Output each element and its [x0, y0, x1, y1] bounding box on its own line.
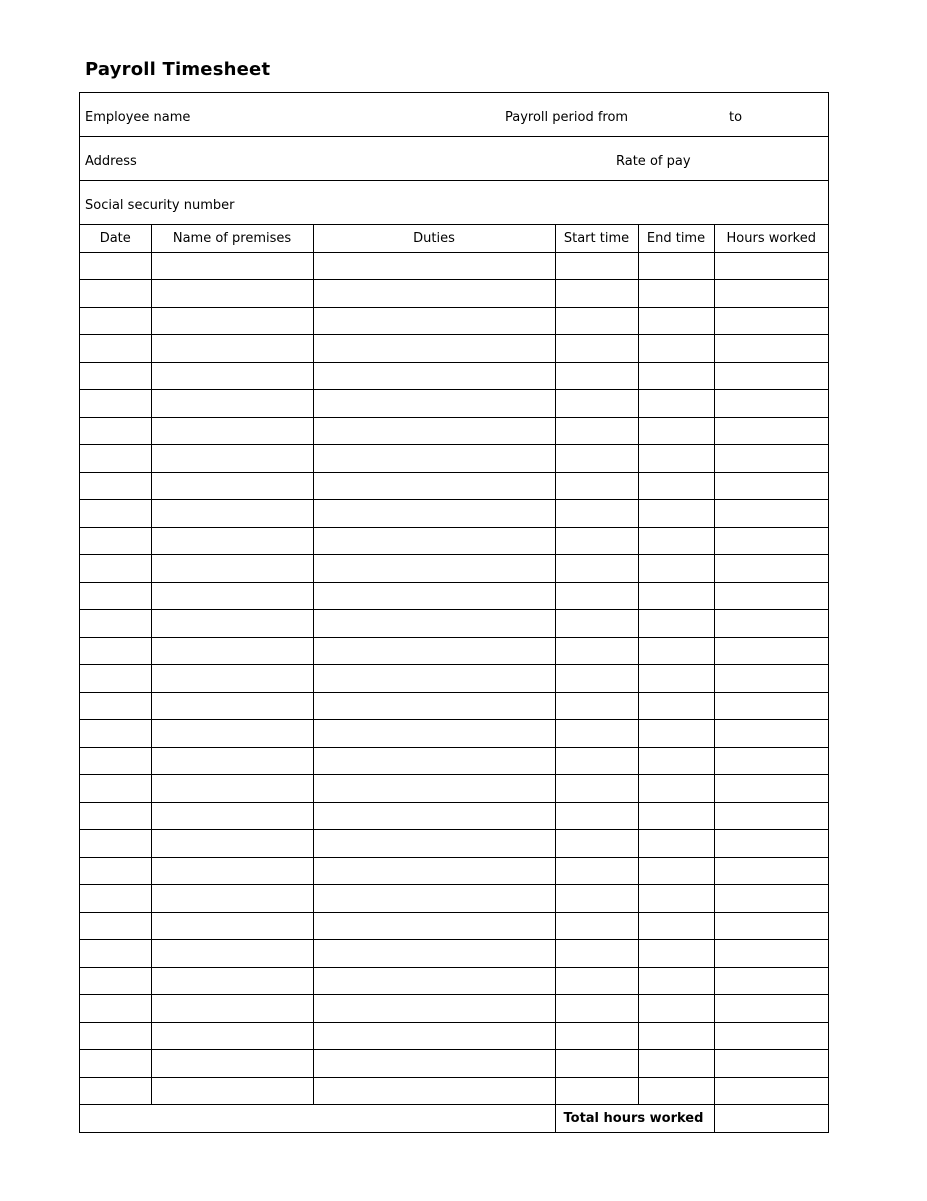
premises-cell[interactable] [151, 582, 313, 610]
table-row [80, 857, 828, 885]
address-label: Address [85, 154, 137, 169]
premises-cell[interactable] [151, 280, 313, 308]
duties-cell[interactable] [313, 637, 555, 665]
start-time-cell[interactable] [555, 390, 638, 418]
start-time-cell[interactable] [555, 1022, 638, 1050]
end-time-cell[interactable] [638, 912, 714, 940]
date-cell[interactable] [80, 280, 151, 308]
table-row [80, 417, 828, 445]
end-time-cell[interactable] [638, 280, 714, 308]
start-time-cell[interactable] [555, 940, 638, 968]
date-cell[interactable] [80, 472, 151, 500]
start-time-cell[interactable] [555, 912, 638, 940]
end-time-cell[interactable] [638, 390, 714, 418]
table-row [80, 692, 828, 720]
duties-cell[interactable] [313, 802, 555, 830]
table-row [80, 1022, 828, 1050]
employee-row [80, 93, 828, 137]
hours-worked-cell[interactable] [714, 775, 828, 803]
table-row [80, 610, 828, 638]
duties-cell[interactable] [313, 335, 555, 363]
total-hours-cell[interactable] [714, 1105, 828, 1133]
start-time-cell[interactable] [555, 307, 638, 335]
end-time-cell[interactable] [638, 527, 714, 555]
hours-worked-cell[interactable] [714, 472, 828, 500]
premises-cell[interactable] [151, 1022, 313, 1050]
hours-worked-cell[interactable] [714, 995, 828, 1023]
premises-cell[interactable] [151, 692, 313, 720]
hours-worked-cell[interactable] [714, 1022, 828, 1050]
start-time-cell[interactable] [555, 417, 638, 445]
date-cell[interactable] [80, 857, 151, 885]
hours-worked-cell[interactable] [714, 857, 828, 885]
total-spacer-cell [80, 1105, 555, 1133]
col-header-premises: Name of premises [151, 225, 313, 252]
premises-cell[interactable] [151, 857, 313, 885]
table-row [80, 995, 828, 1023]
duties-cell[interactable] [313, 995, 555, 1023]
end-time-cell[interactable] [638, 555, 714, 583]
col-header-duties: Duties [313, 225, 555, 252]
duties-cell[interactable] [313, 665, 555, 693]
hours-worked-cell[interactable] [714, 252, 828, 280]
duties-cell[interactable] [313, 720, 555, 748]
premises-cell[interactable] [151, 775, 313, 803]
total-hours-label: Total hours worked [555, 1105, 714, 1133]
end-time-cell[interactable] [638, 802, 714, 830]
table-row [80, 307, 828, 335]
premises-cell[interactable] [151, 830, 313, 858]
date-cell[interactable] [80, 610, 151, 638]
date-cell[interactable] [80, 362, 151, 390]
table-row [80, 637, 828, 665]
end-time-cell[interactable] [638, 692, 714, 720]
end-time-cell[interactable] [638, 995, 714, 1023]
hours-worked-cell[interactable] [714, 500, 828, 528]
premises-cell[interactable] [151, 472, 313, 500]
table-row [80, 912, 828, 940]
premises-cell[interactable] [151, 747, 313, 775]
premises-cell[interactable] [151, 912, 313, 940]
end-time-cell[interactable] [638, 1022, 714, 1050]
premises-cell[interactable] [151, 665, 313, 693]
duties-cell[interactable] [313, 555, 555, 583]
duties-cell[interactable] [313, 885, 555, 913]
duties-cell[interactable] [313, 280, 555, 308]
end-time-cell[interactable] [638, 885, 714, 913]
hours-worked-cell[interactable] [714, 747, 828, 775]
table-header-row [80, 225, 828, 252]
col-header-end-time: End time [638, 225, 714, 252]
premises-cell[interactable] [151, 307, 313, 335]
end-time-cell[interactable] [638, 500, 714, 528]
start-time-cell[interactable] [555, 472, 638, 500]
end-time-cell[interactable] [638, 307, 714, 335]
employee-name-label: Employee name [85, 110, 191, 125]
hours-worked-cell[interactable] [714, 362, 828, 390]
table-row [80, 1050, 828, 1078]
premises-cell[interactable] [151, 417, 313, 445]
payroll-period-from-label: Payroll period from [505, 110, 629, 125]
hours-worked-cell[interactable] [714, 445, 828, 473]
duties-cell[interactable] [313, 775, 555, 803]
end-time-cell[interactable] [638, 665, 714, 693]
premises-cell[interactable] [151, 967, 313, 995]
start-time-cell[interactable] [555, 857, 638, 885]
table-row [80, 390, 828, 418]
start-time-cell[interactable] [555, 555, 638, 583]
duties-cell[interactable] [313, 912, 555, 940]
end-time-cell[interactable] [638, 445, 714, 473]
premises-cell[interactable] [151, 802, 313, 830]
premises-cell[interactable] [151, 252, 313, 280]
premises-cell[interactable] [151, 940, 313, 968]
duties-cell[interactable] [313, 747, 555, 775]
start-time-cell[interactable] [555, 1050, 638, 1078]
table-row [80, 335, 828, 363]
premises-cell[interactable] [151, 445, 313, 473]
date-cell[interactable] [80, 692, 151, 720]
hours-worked-cell[interactable] [714, 390, 828, 418]
duties-cell[interactable] [313, 417, 555, 445]
date-cell[interactable] [80, 445, 151, 473]
start-time-cell[interactable] [555, 252, 638, 280]
date-cell[interactable] [80, 995, 151, 1023]
date-cell[interactable] [80, 307, 151, 335]
premises-cell[interactable] [151, 527, 313, 555]
start-time-cell[interactable] [555, 885, 638, 913]
duties-cell[interactable] [313, 472, 555, 500]
end-time-cell[interactable] [638, 747, 714, 775]
start-time-cell[interactable] [555, 1077, 638, 1105]
hours-worked-cell[interactable] [714, 967, 828, 995]
hours-worked-cell[interactable] [714, 527, 828, 555]
start-time-cell[interactable] [555, 582, 638, 610]
rate-of-pay-label: Rate of pay [616, 154, 691, 169]
hours-worked-cell[interactable] [714, 417, 828, 445]
start-time-cell[interactable] [555, 747, 638, 775]
duties-cell[interactable] [313, 582, 555, 610]
address-row [80, 137, 828, 181]
duties-cell[interactable] [313, 390, 555, 418]
premises-cell[interactable] [151, 995, 313, 1023]
page-title: Payroll Timesheet [85, 59, 271, 80]
start-time-cell[interactable] [555, 995, 638, 1023]
end-time-cell[interactable] [638, 582, 714, 610]
premises-cell[interactable] [151, 335, 313, 363]
hours-worked-cell[interactable] [714, 720, 828, 748]
start-time-cell[interactable] [555, 335, 638, 363]
table-row [80, 445, 828, 473]
date-cell[interactable] [80, 967, 151, 995]
table-row [80, 720, 828, 748]
hours-worked-cell[interactable] [714, 335, 828, 363]
date-cell[interactable] [80, 582, 151, 610]
table-row [80, 362, 828, 390]
duties-cell[interactable] [313, 307, 555, 335]
end-time-cell[interactable] [638, 1050, 714, 1078]
table-body [80, 252, 828, 1105]
start-time-cell[interactable] [555, 720, 638, 748]
table-row [80, 472, 828, 500]
end-time-cell[interactable] [638, 362, 714, 390]
date-cell[interactable] [80, 390, 151, 418]
hours-worked-cell[interactable] [714, 280, 828, 308]
duties-cell[interactable] [313, 940, 555, 968]
end-time-cell[interactable] [638, 775, 714, 803]
premises-cell[interactable] [151, 362, 313, 390]
date-cell[interactable] [80, 720, 151, 748]
duties-cell[interactable] [313, 445, 555, 473]
start-time-cell[interactable] [555, 692, 638, 720]
table-row [80, 527, 828, 555]
start-time-cell[interactable] [555, 775, 638, 803]
table-row [80, 555, 828, 583]
table-row [80, 775, 828, 803]
start-time-cell[interactable] [555, 637, 638, 665]
end-time-cell[interactable] [638, 830, 714, 858]
start-time-cell[interactable] [555, 967, 638, 995]
end-time-cell[interactable] [638, 417, 714, 445]
duties-cell[interactable] [313, 527, 555, 555]
duties-cell[interactable] [313, 857, 555, 885]
premises-cell[interactable] [151, 720, 313, 748]
start-time-cell[interactable] [555, 500, 638, 528]
premises-cell[interactable] [151, 390, 313, 418]
duties-cell[interactable] [313, 1077, 555, 1105]
date-cell[interactable] [80, 1077, 151, 1105]
date-cell[interactable] [80, 417, 151, 445]
duties-cell[interactable] [313, 610, 555, 638]
duties-cell[interactable] [313, 1022, 555, 1050]
start-time-cell[interactable] [555, 527, 638, 555]
ssn-row [80, 181, 828, 225]
date-cell[interactable] [80, 555, 151, 583]
hours-worked-cell[interactable] [714, 307, 828, 335]
date-cell[interactable] [80, 665, 151, 693]
date-cell[interactable] [80, 885, 151, 913]
table-row [80, 940, 828, 968]
end-time-cell[interactable] [638, 857, 714, 885]
hours-worked-cell[interactable] [714, 610, 828, 638]
date-cell[interactable] [80, 637, 151, 665]
duties-cell[interactable] [313, 500, 555, 528]
date-cell[interactable] [80, 802, 151, 830]
hours-worked-cell[interactable] [714, 692, 828, 720]
start-time-cell[interactable] [555, 362, 638, 390]
start-time-cell[interactable] [555, 280, 638, 308]
table-row [80, 665, 828, 693]
timesheet-table [80, 225, 828, 1133]
hours-worked-cell[interactable] [714, 830, 828, 858]
duties-cell[interactable] [313, 252, 555, 280]
hours-worked-cell[interactable] [714, 1077, 828, 1105]
premises-cell[interactable] [151, 500, 313, 528]
premises-cell[interactable] [151, 1077, 313, 1105]
date-cell[interactable] [80, 1022, 151, 1050]
hours-worked-cell[interactable] [714, 665, 828, 693]
hours-worked-cell[interactable] [714, 802, 828, 830]
total-row [80, 1105, 828, 1133]
col-header-start-time: Start time [555, 225, 638, 252]
table-row [80, 830, 828, 858]
end-time-cell[interactable] [638, 335, 714, 363]
duties-cell[interactable] [313, 692, 555, 720]
hours-worked-cell[interactable] [714, 885, 828, 913]
hours-worked-cell[interactable] [714, 912, 828, 940]
date-cell[interactable] [80, 1050, 151, 1078]
date-cell[interactable] [80, 830, 151, 858]
start-time-cell[interactable] [555, 610, 638, 638]
date-cell[interactable] [80, 335, 151, 363]
duties-cell[interactable] [313, 1050, 555, 1078]
duties-cell[interactable] [313, 967, 555, 995]
end-time-cell[interactable] [638, 967, 714, 995]
premises-cell[interactable] [151, 1050, 313, 1078]
premises-cell[interactable] [151, 610, 313, 638]
table-row [80, 500, 828, 528]
start-time-cell[interactable] [555, 802, 638, 830]
end-time-cell[interactable] [638, 252, 714, 280]
hours-worked-cell[interactable] [714, 582, 828, 610]
start-time-cell[interactable] [555, 445, 638, 473]
table-row [80, 280, 828, 308]
ssn-label: Social security number [85, 198, 235, 213]
table-row [80, 967, 828, 995]
premises-cell[interactable] [151, 885, 313, 913]
hours-worked-cell[interactable] [714, 1050, 828, 1078]
end-time-cell[interactable] [638, 637, 714, 665]
timesheet-form [79, 92, 829, 1133]
table-row [80, 802, 828, 830]
col-header-hours-worked: Hours worked [714, 225, 828, 252]
start-time-cell[interactable] [555, 830, 638, 858]
premises-cell[interactable] [151, 637, 313, 665]
date-cell[interactable] [80, 747, 151, 775]
premises-cell[interactable] [151, 555, 313, 583]
end-time-cell[interactable] [638, 1077, 714, 1105]
table-row [80, 747, 828, 775]
table-row [80, 252, 828, 280]
table-row [80, 885, 828, 913]
start-time-cell[interactable] [555, 665, 638, 693]
date-cell[interactable] [80, 775, 151, 803]
table-row [80, 582, 828, 610]
date-cell[interactable] [80, 940, 151, 968]
end-time-cell[interactable] [638, 610, 714, 638]
date-cell[interactable] [80, 500, 151, 528]
col-header-date: Date [80, 225, 151, 252]
date-cell[interactable] [80, 912, 151, 940]
table-row [80, 1077, 828, 1105]
hours-worked-cell[interactable] [714, 940, 828, 968]
end-time-cell[interactable] [638, 472, 714, 500]
end-time-cell[interactable] [638, 940, 714, 968]
hours-worked-cell[interactable] [714, 637, 828, 665]
date-cell[interactable] [80, 252, 151, 280]
duties-cell[interactable] [313, 830, 555, 858]
duties-cell[interactable] [313, 362, 555, 390]
hours-worked-cell[interactable] [714, 555, 828, 583]
date-cell[interactable] [80, 527, 151, 555]
payroll-period-to-label: to [729, 110, 743, 125]
end-time-cell[interactable] [638, 720, 714, 748]
